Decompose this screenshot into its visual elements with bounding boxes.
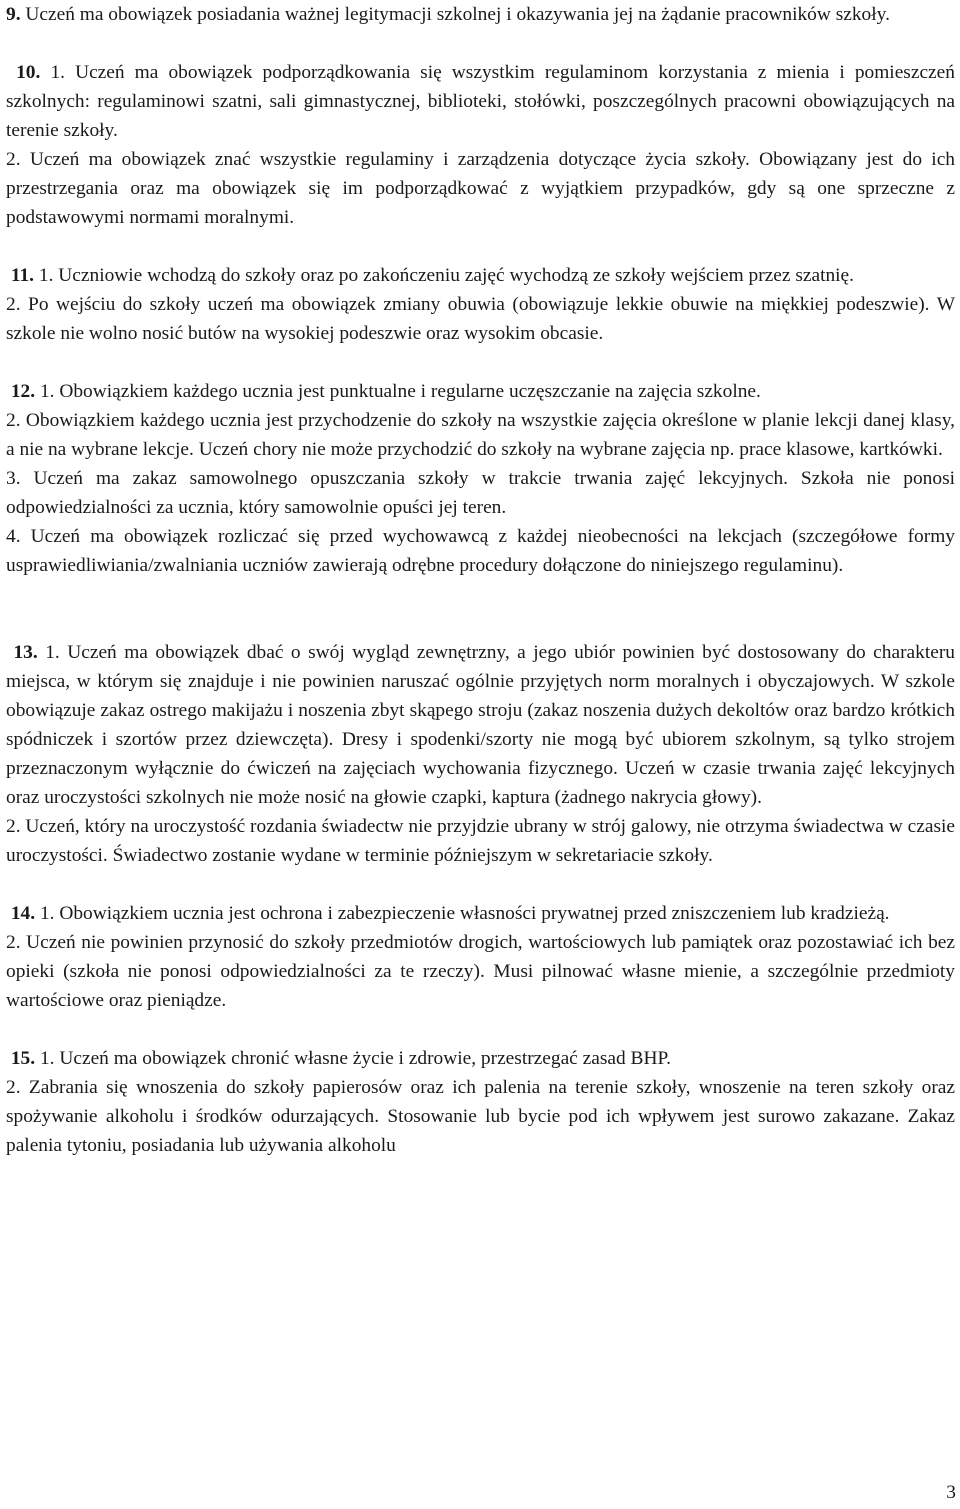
section-13 [6, 638, 955, 870]
section-number: 12. [10, 381, 36, 402]
spacer [6, 870, 955, 899]
section-number: 10. [16, 62, 41, 83]
paragraph [6, 58, 955, 145]
page-number: 3 [946, 1482, 956, 1503]
section-15 [6, 1044, 955, 1160]
paragraph-text: 1. Uczeń ma obowiązek chronić własne życie i zdrowie, przestrzegać zasad BHP. [39, 1048, 671, 1069]
paragraph [6, 1044, 955, 1073]
paragraph-text: 2. Po wejściu do szkoły uczeń ma obowiązek zmiany obuwia (obowiązuje lekkie obuwie na miękkiej podeszwie). W szkole nie wolno nosić butów na wysokiej podeszwie oraz wysokim obcasie. [6, 294, 955, 344]
paragraph-text: 1. Obowiązkiem ucznia jest ochrona i zabezpieczenie własności prywatnej przed zniszczeniem lub kradzieżą. [39, 903, 890, 924]
section-number: 13. [13, 642, 38, 663]
paragraph-text: 2. Zabrania się wnoszenia do szkoły papierosów oraz ich palenia na terenie szkoły, wnoszenie na teren szkoły oraz spożywanie alkoholu i środków odurzających. Stosowanie lub bycie pod ich wpływem jest surowo zakazane. Zakaz palenia tytoniu, posiadania lub używania alkoholu [6, 1077, 955, 1156]
spacer [6, 232, 955, 261]
paragraph-text: 1. Uczeń ma obowiązek dbać o swój wygląd zewnętrzny, a jego ubiór powinien być dostosowany do charakteru miejsca, w którym się znajduje i nie powinien naruszać ogólnie przyjętych norm moralnych i obyczajowych. W szkole obowiązuje zakaz ostrego makijażu i noszenia zbyt skąpego stroju (zakaz noszenia dużych dekoltów oraz bardzo krótkich spódniczek i szortów przez dziewczęta). Dresy i spodenki/szorty nie mogą być ubiorem szkolnym, są tylko strojem przeznaczonym wyłącznie do ćwiczeń na zajęciach wychowania fizycznego. Uczeń w czasie trwania zajęć lekcyjnych oraz uroczystości szkolnych nie może nosić na głowie czapki, kaptura (żadnego nakrycia głowy). [6, 642, 955, 808]
section-number: 14. [10, 903, 36, 924]
paragraph-text: 2. Uczeń nie powinien przynosić do szkoły przedmiotów drogich, wartościowych lub pamiątek oraz pozostawiać ich bez opieki (szkoła nie ponosi odpowiedzialności za te rzeczy). Musi pilnować własne mienie, a szczególnie przedmioty wartościowe oraz pieniądze. [6, 932, 955, 1011]
paragraph-text: 2. Obowiązkiem każdego ucznia jest przychodzenie do szkoły na wszystkie zajęcia określone w planie lekcji danej klasy, a nie na wybrane lekcje. Uczeń chory nie może przychodzić do szkoły na wybrane zajęcia np. prace klasowe, kartkówki. [6, 410, 955, 460]
paragraph [6, 290, 955, 348]
paragraph [6, 1073, 955, 1160]
paragraph-text: 1. Uczniowie wchodzą do szkoły oraz po zakończeniu zajęć wychodzą ze szkoły wejściem przez szatnię. [38, 265, 855, 286]
paragraph-text: 3. Uczeń ma zakaz samowolnego opuszczania szkoły w trakcie trwania zajęć lekcyjnych. Szkoła nie ponosi odpowiedzialności za ucznia, który samowolnie opuści jej teren. [6, 468, 955, 518]
paragraph [6, 812, 955, 870]
section-11 [6, 261, 955, 348]
paragraph [6, 638, 955, 812]
paragraph [6, 377, 955, 406]
paragraph [6, 928, 955, 1015]
paragraph [6, 899, 955, 928]
paragraph [6, 261, 955, 290]
paragraph [6, 406, 955, 464]
paragraph [6, 0, 955, 29]
paragraph-text: 2. Uczeń ma obowiązek znać wszystkie regulaminy i zarządzenia dotyczące życia szkoły. Obowiązany jest do ich przestrzegania oraz ma obowiązek się im podporządkować z wyjątkiem przypadków, gdy są one sprzeczne z podstawowymi normami moralnymi. [6, 149, 955, 228]
spacer [6, 1015, 955, 1044]
paragraph [6, 522, 955, 580]
paragraph [6, 145, 955, 232]
section-14 [6, 899, 955, 1015]
section-12 [6, 377, 955, 580]
paragraph-text: 1. Uczeń ma obowiązek podporządkowania się wszystkim regulaminom korzystania z mienia i pomieszczeń szkolnych: regulaminowi szatni, sali gimnastycznej, biblioteki, stołówki, poszczególnych pracowni obowiązujących na terenie szkoły. [6, 62, 955, 141]
paragraph-text: 2. Uczeń, który na uroczystość rozdania świadectw nie przyjdzie ubrany w strój galowy, nie otrzyma świadectwa w czasie uroczystości. Świadectwo zostanie wydane w terminie późniejszym w sekretariacie szkoły. [6, 816, 955, 866]
paragraph-text: 1. Obowiązkiem każdego ucznia jest punktualne i regularne uczęszczanie na zajęcia szkolne. [39, 381, 761, 402]
section-number: 15. [10, 1048, 36, 1069]
spacer [6, 29, 955, 58]
section-9 [6, 0, 955, 29]
section-number: 9. [6, 4, 21, 25]
spacer [6, 580, 955, 638]
paragraph [6, 464, 955, 522]
section-10 [6, 58, 955, 232]
section-number: 11. [10, 265, 35, 286]
paragraph-text: 4. Uczeń ma obowiązek rozliczać się przed wychowawcą z każdej nieobecności na lekcjach (szczegółowe formy usprawiedliwiania/zwalniania uczniów zawierają odrębne procedury dołączone do niniejszego regulaminu). [6, 526, 955, 576]
spacer [6, 348, 955, 377]
paragraph-text: Uczeń ma obowiązek posiadania ważnej legitymacji szkolnej i okazywania jej na żądanie pracowników szkoły. [25, 4, 890, 25]
